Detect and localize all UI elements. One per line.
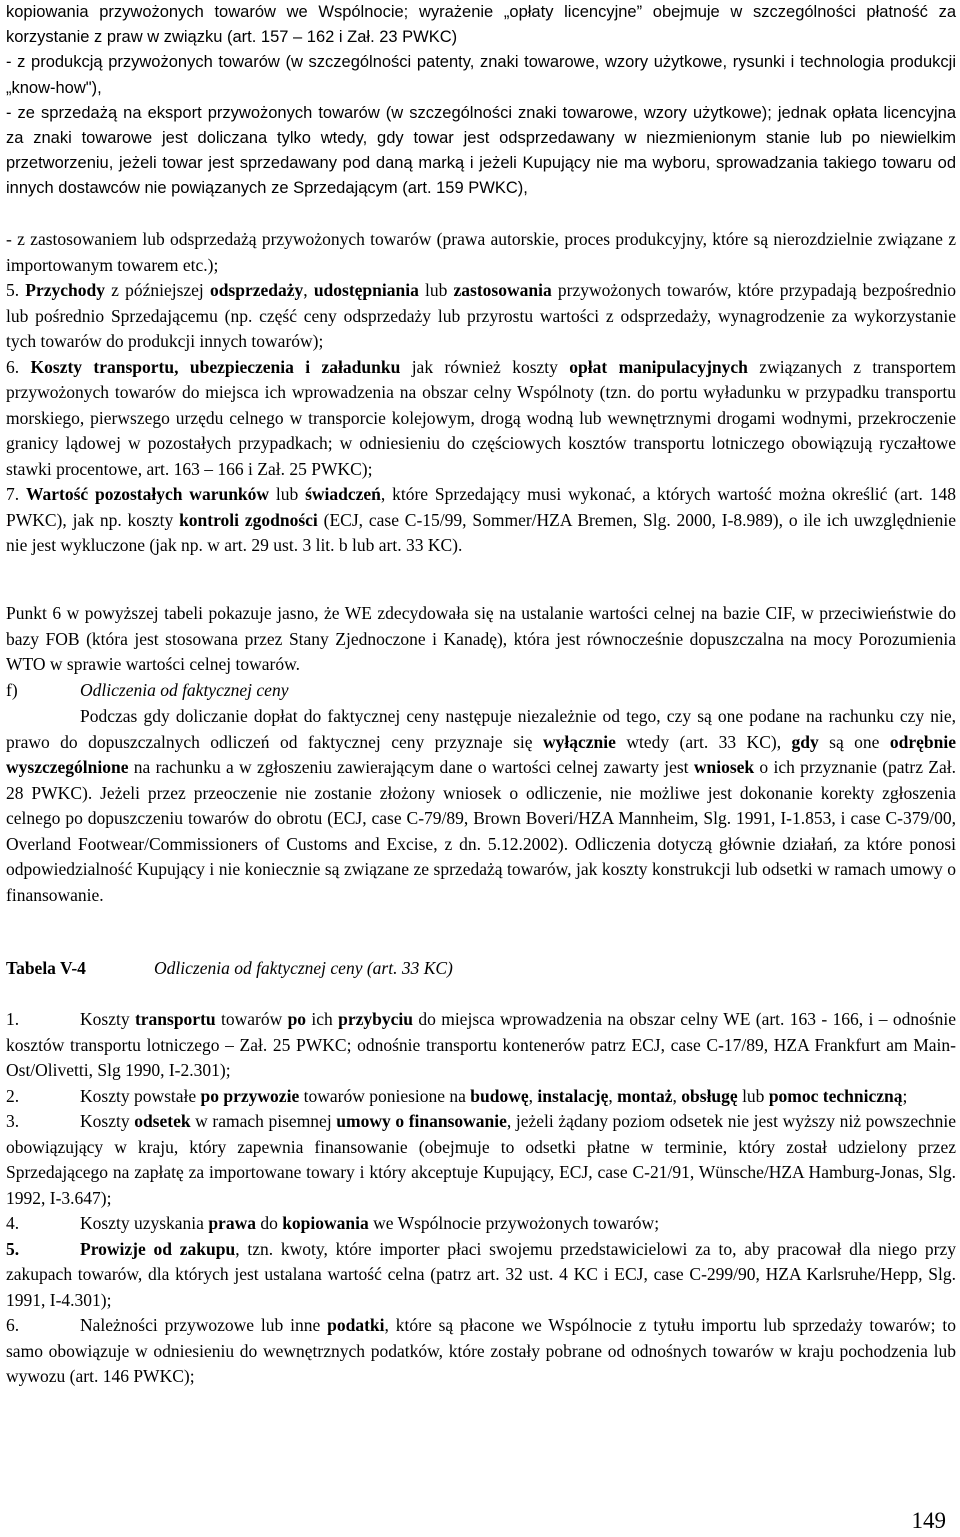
section-f-title: Odliczenia od faktycznej ceny <box>80 680 289 700</box>
deduction-item-3: 3. Koszty odsetek w ramach pisemnej umowy o finansowanie, jeżeli żądany poziom odsetek nie jest wyższy niż powszechnie obowiązujący w kraju, który zapewnia finansowanie (obejmuje to odsetki płatne w terminie, który został udzielony przez Sprzedającego na zapłatę za importowane towary i który akceptuje Kupujący, ECJ, case C-21/91, Wünsche/HZA Hamburg-Jonas, Slg. 1992, I-3.647); <box>6 1111 957 1208</box>
royalties-list <box>6 0 956 202</box>
additions-list <box>6 227 956 559</box>
addition-item-7: 7. Wartość pozostałych warunków lub świadczeń, które Sprzedający musi wykonać, a których wartość można określić (art. 148 PWKC), jak np. koszty kontroli zgodności (ECJ, case C-15/99, Sommer/HZA Bremen, Slg. 2000, I-8.989), o ile ich uwzględnienie nie jest wykluczone (jak np. w art. 29 ust. 3 lit. b lub art. 33 KC). <box>6 484 956 555</box>
royalties-production: - z produkcją przywożonych towarów (w szczególności patenty, znaki towarowe, wzory użytkowe, rysunki i technologia produkcji „know-how"), <box>6 53 956 97</box>
cif-paragraph: Punkt 6 w powyższej tabeli pokazuje jasno, że WE zdecydowała się na ustalanie wartości celnej na bazie CIF, w przeciwieństwie do bazy FOB (która jest stosowana przez Stany Zjednoczone i Kanadę), która jest równocześnie dopuszczalna na mocy Porozumienia WTO w sprawie wartości celnej towarów. <box>6 603 956 674</box>
section-f-heading <box>6 678 956 704</box>
page-number: 149 <box>911 1508 946 1533</box>
section-f-letter: f) <box>6 680 18 700</box>
deductions-paragraph: Podczas gdy doliczanie dopłat do faktycznej ceny następuje niezależnie od tego, czy są one podane na rachunku czy nie, prawo do dopuszczalnych odliczeń od faktycznej ceny przyznaje się wyłącznie wtedy (art. 33 KC), gdy są one odrębnie wyszczególnione na rachunku a w zgłoszeniu zawierającym dane o wartości celnej zawarty jest wniosek o ich przyznanie (patrz Zał. 28 PWKC). Jeżeli przez przeoczenie nie zostanie złożony wniosek o odliczenie, nie możliwe jest dokonanie korekty zgłoszenia celnego po dopuszczeniu towarów do obrotu (ECJ, case C-79/89, Brown Boveri/HZA Mannheim, Slg. 1991, I-1.853, i case C-379/00, Overland Footwear/Commissioners of Customs and Excise, z dn. 5.12.2002). Odliczenia dotyczą głównie działań, za które ponosi odpowiedzialność Kupujący i nie koniecznie są związane ze sprzedażą towarów, jak koszty konstrukcji lub odsetki w ramach umowy o finansowanie. <box>6 706 956 905</box>
deduction-item-1: 1. Koszty transportu towarów po ich przybyciu do miejsca wprowadzenia na obszar celny WE (art. 163 - 166, i – odnośnie kosztów transportu lotniczego – Zał. 25 PWKC; odnośnie transportu kontenerów patrz ECJ, case C-17/89, HZA Frankfurt am Main-Ost/Olivetti, Slg 1990, I-2.301); <box>6 1009 957 1080</box>
deductions-list <box>6 1007 956 1390</box>
addition-item-6: 6. Koszty transportu, ubezpieczenia i załadunku jak również koszty opłat manipulacyjnych związanych z transportem przywożonych towarów do miejsca ich wprowadzenia na obszar celny Wspólnoty (tzn. do portu wyładunku w przypadku transportu morskiego, pierwszego urzędu celnego w transporcie kolejowym, drogą wodną lub wewnętrznymi drogami wodnymi, przekroczenie granicy lądowej w pozostałych przypadkach; w odniesieniu do częściowych kosztów transportu lotniczego obowiązują ryczałtowe stawki procentowe, art. 163 – 166 i Zał. 25 PWKC); <box>6 356 957 479</box>
deduction-item-6: 6. Należności przywozowe lub inne podatki, które są płacone we Wspólnocie z tytułu importu lub sprzedaży towarów; to samo obowiązuje w odniesieniu do wewnętrznych podatków, które zostały pobrane od odnośnych towarów w kraju pochodzenia lub wywozu (art. 146 PWKC); <box>6 1315 956 1386</box>
royalties-intro: kopiowania przywożonych towarów we Wspólnocie; wyrażenie „opłaty licencyjne” obejmuje w szczególności płatność za korzystanie z praw w związku (art. 157 – 162 i Zał. 23 PWKC) <box>6 3 956 47</box>
table-caption: Odliczenia od faktycznej ceny (art. 33 KC) <box>154 958 453 978</box>
royalties-use: - z zastosowaniem lub odsprzedażą przywożonych towarów (prawa autorskie, proces produkcyjny, które są nierozdzielnie związane z importowanym towarem etc.); <box>6 229 956 275</box>
deduction-item-2: 2. Koszty powstałe po przywozie towarów poniesione na budowę, instalację, montaż, obsługę lub pomoc techniczną; <box>6 1085 908 1106</box>
table-label: Tabela V-4 <box>6 958 86 978</box>
deduction-item-5: 5. Prowizje od zakupu, tzn. kwoty, które importer płaci swojemu przedstawicielowi za to, aby pracował dla niego przy zakupach towarów, dla których jest ustalana wartość celna (patrz art. 32 ust. 4 KC i ECJ, case C-299/90, HZA Karlsruhe/Hepp, Slg. 1991, I-4.301); <box>6 1238 956 1310</box>
royalties-export: - ze sprzedażą na eksport przywożonych towarów (w szczególności znaki towarowe, wzory użytkowe); jednak opłata licencyjna za znaki towarowe jest doliczana tylko wtedy, gdy towar jest odsprzedawany w niezmienionym stanie lub po niewielkim przetworzeniu, jeżeli towar jest sprzedawany pod daną marką i jeżeli Kupujący nie ma wyboru, sprowadzania takiego towaru od innych dostawców nie powiązanych ze Sprzedającym (art. 159 PWKC), <box>6 103 956 198</box>
addition-item-5: 5. Przychody z późniejszej odsprzedaży, udostępniania lub zastosowania przywożonych towarów, które przypadają bezpośrednio lub pośrednio Sprzedającemu (np. część ceny odsprzedaży lub przyrostu wartości z odsprzedaży, wynagrodzenie za wykorzystanie tych towarów do produkcji innych towarów); <box>6 280 957 351</box>
deduction-item-4: 4. Koszty uzyskania prawa do kopiowania we Wspólnocie przywożonych towarów; <box>6 1213 660 1233</box>
table-v4-header <box>6 956 956 982</box>
